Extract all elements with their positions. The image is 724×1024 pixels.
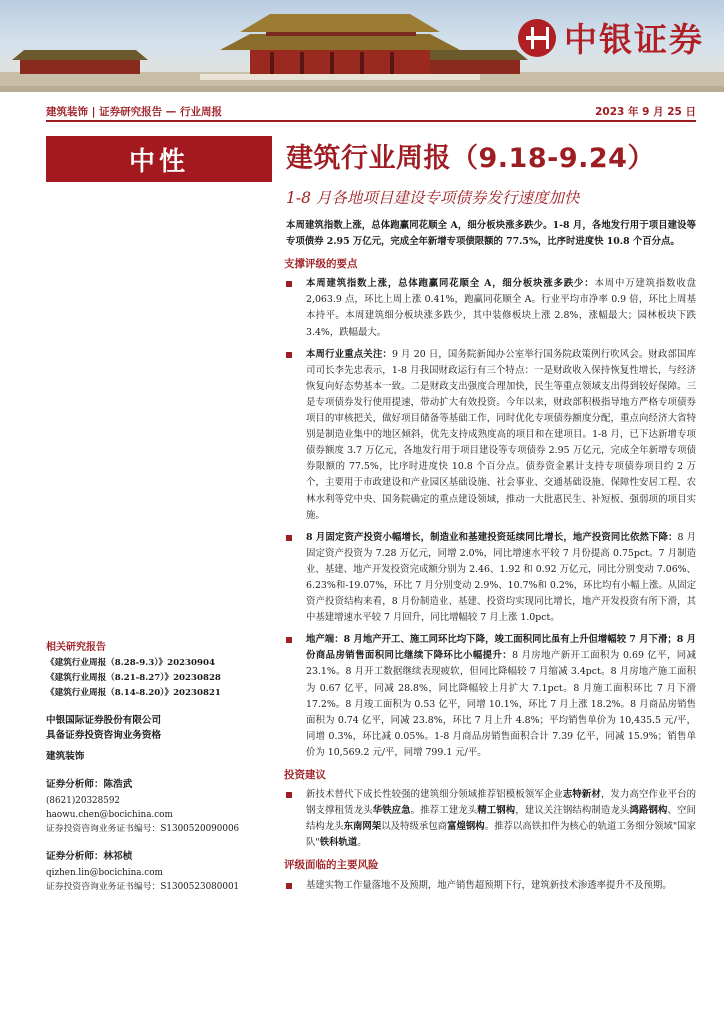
stock-name: 富煌钢构	[447, 821, 485, 833]
stock-name: 华铁应急	[372, 805, 411, 817]
section-title-support: 支撑评级的要点	[284, 258, 358, 271]
analyst-email[interactable]: qizhen.lin@bocichina.com	[46, 868, 163, 878]
related-reports-title: 相关研究报告	[46, 642, 106, 653]
key-point-lead: 地产端：8 月地产开工、施工同环比均下降，竣工面积同比虽有上升但增幅较 7 月下滑；8 月份商品房销售面积同比继续下降环比小幅提升：	[306, 634, 696, 662]
report-title: 建筑行业周报（9.18-9.24）	[286, 143, 655, 174]
invest-text: 。推荐以高铁扣件为核心的轨道工务细分领域"国家队"	[306, 821, 696, 849]
invest-text: 、空间结构龙头	[306, 805, 696, 833]
bullet-square-icon	[286, 281, 292, 287]
stock-name: 精工钢构	[477, 805, 516, 817]
stock-name: 东南网架	[343, 821, 382, 833]
report-date: 2023 年 9 月 25 日	[595, 106, 696, 118]
section-title-risk: 评级面临的主要风险	[284, 859, 379, 872]
key-point-body: 本周中万建筑指数收盘 2,063.9 点，环比上周上涨 0.41%，跑赢同花顺全 A。行业平均市净率 0.9 倍，环比上周基本持平。本周建筑细分板块涨多跌少，其中装修板块上涨 2.8%，涨幅最大；园林板块下跌 3.4%，跌幅最大。	[306, 278, 696, 338]
header-banner	[0, 0, 724, 92]
key-point	[286, 347, 696, 524]
section-title-invest: 投资建议	[284, 769, 326, 781]
key-point-body: 8 月固定资产投资为 7.28 万亿元，同增 2.0%，同比增速水平较 7 月份提高 0.75pct。7 月制造业、基建、地产开发投资完成额分别为 2.46、1.92 和 0.92 万亿元，同比分别变动 7.06%、6.23%和-19.07%，环比 7 月分别变动 2.9%、10.7%和 0.2%，环比均有小幅上涨。从固定资产投资结构来看，8 月份制造业、基建、投资均实现同比增长，地产开发投资有所下滑，其中基建增速水平较 7 月回升，同比增幅较 7 月上涨 1.0pct。	[306, 531, 696, 624]
invest-recommendation	[286, 787, 696, 851]
key-point-lead: 本周建筑指数上涨，总体跑赢同花顺全 A，细分板块涨多跌少：	[306, 278, 595, 290]
summary-paragraph: 本周建筑指数上涨，总体跑赢同花顺全 A，细分板块涨多跌少。1-8 月，各地发行用于项目建设等专项债券 2.95 万亿元，完成全年新增专项债限额的 77.5%，比序时进度快 10.8 个百分点。	[286, 220, 696, 248]
related-report-link[interactable]: 《建筑行业周报（8.14-8.20）》20230821	[46, 688, 221, 698]
org-name: 中银国际证券股份有限公司	[46, 715, 162, 726]
key-point	[286, 276, 696, 340]
bank-of-china-logo-icon	[518, 19, 556, 57]
analyst-card	[46, 850, 274, 894]
bullet-square-icon	[286, 352, 292, 358]
analyst-card	[46, 778, 274, 836]
bullet-square-icon	[286, 535, 292, 541]
bullet-square-icon	[286, 792, 292, 798]
risk-item	[286, 878, 696, 894]
key-point-lead: 本周行业重点关注：	[306, 348, 392, 360]
rating-badge: 中性	[46, 136, 272, 182]
key-point-body: 9 月 20 日，国务院新闻办公室举行国务院政策例行吹风会。财政部国库司司长李先忠表示，1-8 月我国财政运行有三个特点：一是财政收入保持恢复性增长，与经济恢复向好态势基本一致。二是财政支出强度合理加快，民生等重点领域支出得到较好保障。三是专项债券发行使用提速，带动扩大有效投资。今年以来，财政部积极指导地方严格专项债券项目的审核把关，做好项目储备等基础工作，同时优化专项债券额度分配，重点向经济大省特别是制造业集中的地区倾斜，优先支持成熟度高的项目和在建项目。1-8 月，已下达新增专项债券额度 3.7 万亿元，各地发行用于项目建设等专项债券 2.95 万亿元，完成全年新增专项债券限额的 77.5%，比序时进度快 10.8 个百分点。债券资金累计支持专项债券项目约 2 万个，主要用于市政建设和产业园区基础设施、社会事业、交通基础设施、保障性安居工程、农林水利等党中央、国务院确定的重点建设领域，推动一大批惠民生、补短板、强弱项的项目实施。	[306, 348, 696, 521]
invest-text: 新技术替代下成长性较强的建筑细分领域推荐铝模板领军企业	[306, 789, 563, 801]
report-category: 建筑装饰 | 证券研究报告 — 行业周报	[46, 106, 222, 118]
company-logo	[518, 14, 704, 61]
key-point	[286, 530, 696, 627]
bullet-square-icon	[286, 883, 292, 889]
report-header-strip	[46, 100, 696, 122]
analyst-name: 证券分析师：陈浩武	[46, 779, 133, 790]
risk-text: 基建实物工作量落地不及预期，地产销售超预期下行，建筑新技术渗透率提升不及预期。	[306, 879, 672, 891]
invest-text: 。	[357, 837, 367, 849]
invest-text: ，建议关注钢结构制造龙头	[515, 805, 630, 817]
analyst-license: 证券投资咨询业务证书编号：S1300520090006	[46, 824, 240, 834]
logo-text: 中银证券	[564, 20, 704, 59]
report-subtitle: 1-8 月各地项目建设专项债券发行速度加快	[286, 189, 580, 207]
sidebar	[46, 640, 274, 894]
related-report-link[interactable]: 《建筑行业周报（8.28-9.3）》20230904	[46, 658, 215, 668]
sector-label: 建筑装饰	[46, 751, 85, 762]
analyst-phone: (8621)20328592	[46, 796, 121, 806]
stock-name: 铁科轨道	[319, 837, 358, 849]
key-point	[286, 632, 696, 761]
organization-info	[46, 713, 274, 743]
stock-name: 志特新材	[562, 789, 601, 801]
analyst-license: 证券投资咨询业务证书编号：S1300523080001	[46, 882, 240, 892]
org-qualification: 具备证券投资咨询业务资格	[46, 730, 162, 741]
report-body	[286, 218, 696, 900]
invest-text: 。推荐工建龙头	[410, 805, 478, 817]
invest-text: 以及特级承包商	[381, 821, 448, 833]
stock-name: 鸿路钢构	[629, 805, 668, 817]
related-report-link[interactable]: 《建筑行业周报（8.21-8.27）》20230828	[46, 673, 221, 683]
invest-text: ，发力高空作业平台的钢支撑租赁龙头	[306, 789, 696, 817]
key-point-body: 8 月房地产新开工面积为 0.69 亿平，同减 23.1%。8 月开工数据继续表现疲软，但同比降幅较 7 月缩减 3.4pct。8 月房地产施工面积为 0.67 亿平，同减 28.8%，同比降幅较上月扩大 7.1pct。8 月施工面积环比 7 月下滑 17.2%。8 月竣工面积为 0.53 亿平，同增 10.1%，环比 7 月上涨 18.2%。8 月商品房销售面积为 0.74 亿平，同减 23.8%，环比 7 月上升 4.8%；平均销售单价为 10,435.5 元/平，同增 0.3%，环比减 0.05%。1-8 月商品房销售面积合计 7.39 亿平，同减 15.9%；销售单价为 10,569.2 元/平，同增 799.1 元/平。	[306, 650, 696, 758]
bullet-square-icon	[286, 637, 292, 643]
analyst-email[interactable]: haowu.chen@bocichina.com	[46, 810, 173, 820]
analyst-name: 证券分析师：林祁桢	[46, 851, 133, 862]
key-point-lead: 8 月固定资产投资小幅增长，制造业和基建投资延续同比增长，地产投资同比依然下降：	[306, 531, 678, 543]
